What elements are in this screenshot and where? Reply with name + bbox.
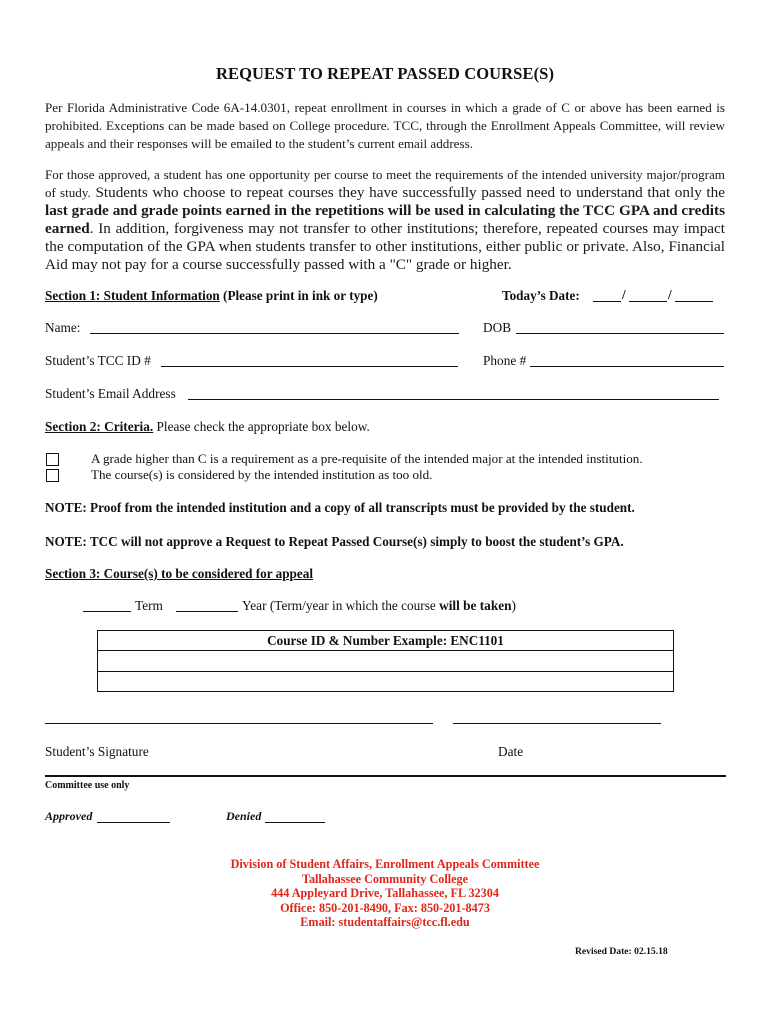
section2-title: Section 2: Criteria. bbox=[45, 419, 154, 434]
approved-label: Approved bbox=[45, 809, 93, 823]
criteria-option-too-old: The course(s) is considered by the intended institution as too old. bbox=[91, 467, 433, 482]
date-day-field[interactable] bbox=[629, 301, 667, 302]
form-title: REQUEST TO REPEAT PASSED COURSE(S) bbox=[215, 64, 555, 83]
tcc-id-field[interactable] bbox=[161, 366, 458, 367]
year-field[interactable] bbox=[176, 611, 238, 612]
intro-p2-bold: last grade and grade points earned in the repetitions will be used in calculating the TCC GPA and credits earned bbox=[45, 202, 725, 237]
denied-field[interactable] bbox=[265, 822, 325, 823]
intro-p2-part-c: . In addition, forgiveness may not transfer to other institutions; therefore, repeated courses may impact the computation of the GPA when students transfer to other institutions, either public or private. Also, Financial Aid may not pay for a course successfully passed with a "C" grade or higher. bbox=[45, 220, 725, 273]
dob-label: DOB bbox=[483, 320, 512, 335]
section3-title: Section 3: Course(s) to be considered for appeal bbox=[45, 566, 314, 581]
signature-date-label: Date bbox=[498, 744, 524, 759]
note-no-gpa-boost: NOTE: TCC will not approve a Request to Repeat Passed Course(s) simply to boost the student’s GPA. bbox=[45, 534, 624, 549]
section1-note: (Please print in ink or type) bbox=[219, 288, 378, 303]
section1-heading bbox=[45, 288, 378, 304]
term-label: Term bbox=[135, 598, 163, 613]
criteria-checkbox-prerequisite[interactable] bbox=[46, 453, 59, 466]
committee-divider bbox=[45, 775, 726, 777]
email-label: Student’s Email Address bbox=[45, 386, 176, 401]
intro-p2-part-b: Students who choose to repeat courses they have successfully passed need to understand that only the bbox=[90, 184, 725, 201]
year-label-end: ) bbox=[511, 598, 516, 613]
intro-p2-part-a: For those approved, a student has one opportunity per course to meet the requirements of the intended university major/program of study. bbox=[45, 167, 725, 200]
date-separator-1: / bbox=[622, 287, 626, 302]
course-entry-row-1[interactable] bbox=[98, 651, 673, 671]
phone-label: Phone # bbox=[483, 353, 527, 368]
year-label-bold: will be taken bbox=[439, 598, 512, 613]
year-label-text: Year (Term/year in which the course bbox=[242, 598, 440, 613]
dob-field[interactable] bbox=[516, 333, 724, 334]
criteria-option-prerequisite: A grade higher than C is a requirement as a pre-requisite of the intended major at the intended institution. bbox=[91, 451, 643, 466]
footer-address: 444 Appleyard Drive, Tallahassee, FL 32304 bbox=[271, 886, 499, 901]
signature-date-field[interactable] bbox=[453, 723, 661, 724]
term-field[interactable] bbox=[83, 611, 131, 612]
course-table-header: Course ID & Number Example: ENC1101 bbox=[267, 633, 504, 648]
course-entry-row-2[interactable] bbox=[98, 672, 673, 692]
course-table bbox=[97, 630, 674, 692]
denied-label: Denied bbox=[226, 809, 262, 823]
committee-label: Committee use only bbox=[45, 780, 130, 791]
signature-field[interactable] bbox=[45, 723, 433, 724]
signature-label: Student’s Signature bbox=[45, 744, 149, 759]
section3-heading bbox=[45, 566, 313, 582]
email-field[interactable] bbox=[188, 399, 719, 400]
date-separator-2: / bbox=[668, 287, 672, 302]
footer-division: Division of Student Affairs, Enrollment Appeals Committee bbox=[230, 857, 540, 871]
criteria-checkbox-too-old[interactable] bbox=[46, 469, 59, 482]
note-proof: NOTE: Proof from the intended institution and a copy of all transcripts must be provided by the student. bbox=[45, 500, 635, 515]
footer-contact bbox=[0, 857, 770, 930]
revised-date: Revised Date: 02.15.18 bbox=[575, 946, 668, 957]
tcc-id-label: Student’s TCC ID # bbox=[45, 353, 151, 368]
footer-college: Tallahassee Community College bbox=[301, 871, 469, 886]
section1-title: Section 1: Student Information bbox=[45, 288, 220, 303]
footer-phone: Office: 850-201-8490, Fax: 850-201-8473 bbox=[280, 900, 490, 915]
date-year-field[interactable] bbox=[675, 301, 713, 302]
section2-instruction: Please check the appropriate box below. bbox=[153, 419, 370, 434]
intro-paragraph-2 bbox=[45, 166, 725, 274]
phone-field[interactable] bbox=[530, 366, 724, 367]
intro-paragraph-1: Per Florida Administrative Code 6A-14.0301, repeat enrollment in courses in which a grade of C or above has been earned is prohibited. Exceptions can be made based on College procedure. TCC, through the Enrollment Appeals Committee, will review appeals and their responses will be emailed to the student’s current email address. bbox=[45, 100, 725, 151]
section2-heading bbox=[45, 419, 370, 435]
date-month-field[interactable] bbox=[593, 301, 621, 302]
todays-date-label: Today’s Date: bbox=[502, 288, 580, 303]
approved-field[interactable] bbox=[97, 822, 170, 823]
footer-email: Email: studentaffairs@tcc.fl.edu bbox=[300, 915, 470, 930]
name-field[interactable] bbox=[90, 333, 459, 334]
year-label bbox=[242, 598, 516, 614]
name-label: Name: bbox=[45, 320, 81, 335]
